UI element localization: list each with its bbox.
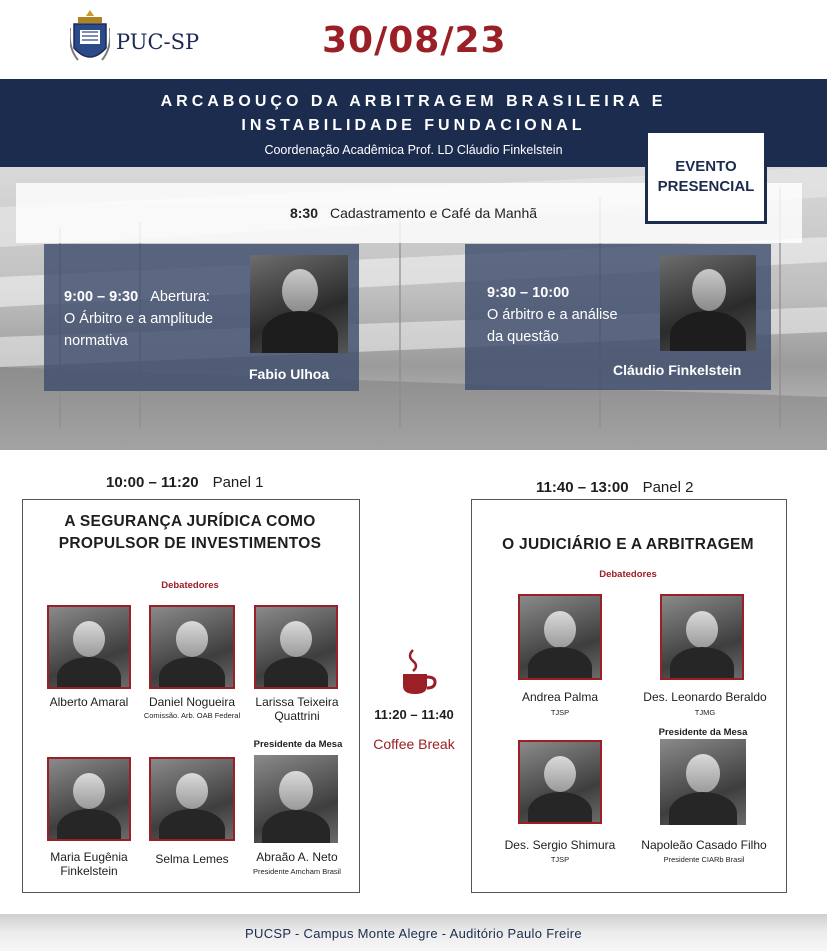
badge-line2: PRESENCIAL	[657, 178, 755, 195]
maria-line2: Finkelstein	[60, 864, 118, 878]
panel2-photo-sergio-shimura	[518, 740, 602, 824]
panel2-name-leonardo-beraldo: Des. Leonardo Beraldo	[643, 690, 767, 704]
panel2-label: Panel 2	[642, 479, 694, 496]
panel1-photo-selma-lemes	[149, 757, 235, 841]
panel2-photo-leonardo-beraldo	[660, 594, 744, 680]
opening-line3: normativa	[64, 333, 128, 349]
maria-line1: Maria Eugênia	[50, 850, 128, 864]
panel1-time: 10:00 – 11:20	[106, 474, 199, 491]
panel2-photo-andrea-palma	[518, 594, 602, 680]
opening-line2: O Árbitro e a amplitude	[64, 311, 214, 327]
panel1-debaters-label: Debatedores	[161, 580, 219, 591]
talk-text	[487, 282, 618, 348]
larissa-line1: Larissa Teixeira	[255, 695, 339, 709]
coffee-break-label: Coffee Break	[373, 736, 455, 752]
panel1-title	[22, 511, 358, 555]
panel2-name-sergio-shimura: Des. Sergio Shimura	[504, 838, 616, 852]
puc-sp-crest-icon	[70, 8, 110, 68]
panel2-name-andrea-palma: Andrea Palma	[521, 690, 599, 704]
panel2-role-sergio-shimura: TJSP	[550, 855, 570, 864]
panel1-name-abraao-neto: Abraão A. Neto	[256, 850, 338, 864]
talk-line3: da questão	[487, 329, 559, 345]
panel1-role-daniel-nogueira: Comissão. Arb. OAB Federal	[143, 711, 241, 720]
panel1-name-larissa-quattrini	[244, 695, 350, 723]
panel1-name-maria-eugenia	[36, 850, 142, 878]
panel1-role-abraao-neto: Presidente Amcham Brasil	[253, 867, 341, 876]
registration-label: Cadastramento e Café da Manhã	[330, 205, 538, 221]
speaker-photo-fabio-ulhoa	[250, 255, 348, 353]
opening-time: 9:00 – 9:30	[64, 289, 139, 305]
panel2-role-andrea-palma: TJSP	[550, 708, 570, 717]
event-title-line2: INSTABILIDADE FUNDACIONAL	[241, 117, 586, 134]
panel2-president-label: Presidente da Mesa	[658, 727, 748, 738]
panel1-photo-maria-eugenia	[47, 757, 131, 841]
event-date: 30/08/23	[322, 20, 507, 61]
panel2-role-napoleao-casado: Presidente CIARb Brasil	[663, 855, 745, 864]
panel1-president-label: Presidente da Mesa	[253, 739, 343, 750]
panel1-time-row	[106, 474, 263, 491]
talk-line2: O árbitro e a análise	[487, 307, 618, 323]
opening-label: Abertura:	[150, 289, 210, 305]
panel2-name-napoleao-casado: Napoleão Casado Filho	[641, 838, 767, 852]
speaker-name-fabio-ulhoa: Fabio Ulhoa	[249, 366, 330, 382]
opening-card	[44, 244, 359, 391]
larissa-line2: Quattrini	[274, 709, 320, 723]
panel1-title-line1: A SEGURANÇA JURÍDICA COMO	[64, 513, 316, 530]
panel2-role-leonardo-beraldo: TJMG	[694, 708, 716, 717]
panel2-time-row	[536, 479, 693, 496]
event-title-line1: ARCABOUÇO DA ARBITRAGEM BRASILEIRA E	[160, 93, 667, 110]
logo-text: PUC-SP	[116, 30, 200, 54]
panel1-name-daniel-nogueira: Daniel Nogueira	[148, 695, 236, 709]
talk-time: 9:30 – 10:00	[487, 285, 570, 301]
coffee-cup-icon	[397, 648, 437, 696]
speaker-name-claudio-finkelstein: Cláudio Finkelstein	[613, 362, 742, 378]
footer-location: PUCSP - Campus Monte Alegre - Auditório Paulo Freire	[245, 926, 582, 941]
panel1-name-selma-lemes: Selma Lemes	[155, 852, 229, 866]
panel2-time: 11:40 – 13:00	[536, 479, 629, 496]
panel1-title-line2: PROPULSOR DE INVESTIMENTOS	[58, 535, 322, 552]
talk-card	[465, 244, 771, 390]
panel1-photo-abraao-neto	[254, 755, 338, 843]
panel1-name-alberto-amaral: Alberto Amaral	[49, 695, 129, 709]
coordination-text: Coordenação Acadêmica Prof. LD Cláudio Finkelstein	[264, 143, 563, 157]
panel2-photo-napoleao-casado	[660, 739, 746, 825]
panel2-title: O JUDICIÁRIO E A ARBITRAGEM	[502, 536, 754, 553]
speaker-photo-claudio-finkelstein	[660, 255, 756, 351]
badge-line1: EVENTO	[675, 158, 737, 175]
panel1-photo-daniel-nogueira	[149, 605, 235, 689]
in-person-event-badge	[645, 130, 767, 224]
coffee-break-time: 11:20 – 11:40	[374, 707, 454, 722]
opening-text	[64, 286, 213, 352]
panel1-label: Panel 1	[212, 474, 264, 491]
panel1-photo-alberto-amaral	[47, 605, 131, 689]
panel2-debaters-label: Debatedores	[599, 569, 657, 580]
registration-time: 8:30	[289, 205, 318, 221]
panel1-photo-larissa-quattrini	[254, 605, 338, 689]
